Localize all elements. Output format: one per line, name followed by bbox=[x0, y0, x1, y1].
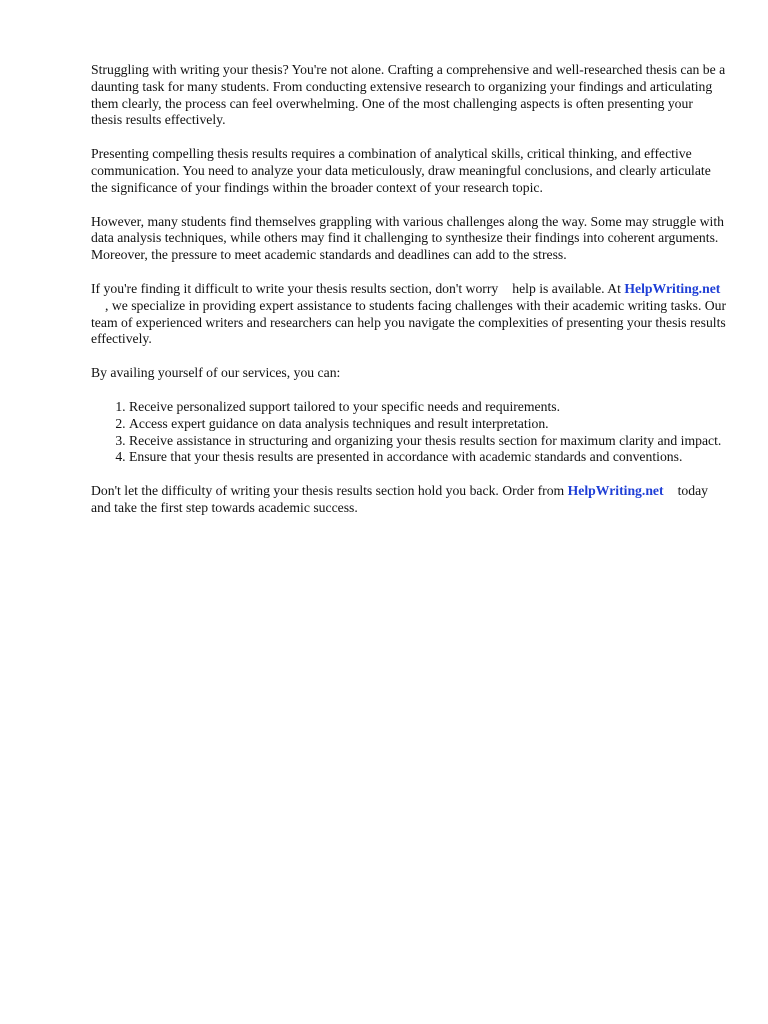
services-list bbox=[91, 399, 727, 466]
list-item: 4. Ensure that your thesis results are presented in accordance with academic standards and conventions. bbox=[129, 449, 727, 466]
list-item: 2. Access expert guidance on data analysis techniques and result interpretation. bbox=[129, 416, 727, 433]
closing-text-end: today and take the first step towards academic success. bbox=[91, 483, 708, 515]
results-requirements-paragraph: Presenting compelling thesis results requires a combination of analytical skills, critical thinking, and effective communication. You need to analyze your data meticulously, draw meaningful conclusions, and clearly articulate the significance of your findings within the broader context of your research topic. bbox=[91, 146, 711, 195]
intro-paragraph: Struggling with writing your thesis? You're not alone. Crafting a comprehensive and well-researched thesis can be a daunting task for many students. From conducting extensive research to organizing your findings and articulating them clearly, the process can feel overwhelming. One of the most challenging aspects is often presenting your thesis results effectively. bbox=[91, 62, 726, 128]
help-text-end: , we specialize in providing expert assistance to students facing challenges with their academic writing tasks. Our team of experienced writers and researchers can help you navigate the complexities of presenting your thesis results effectively. bbox=[91, 297, 727, 347]
list-item: 3. Receive assistance in structuring and organizing your thesis results section for maximum clarity and impact. bbox=[129, 433, 727, 450]
challenges-paragraph: However, many students find themselves grappling with various challenges along the way. Some may struggle with data analysis techniques, while others may find it challenging to synthesize their findings into coherent arguments. Moreover, the pressure to meet academic standards and deadlines can add to the stress. bbox=[91, 213, 724, 263]
help-text-available: help is available. At bbox=[512, 280, 621, 296]
helpwriting-link[interactable]: HelpWriting.net bbox=[624, 280, 721, 296]
document-page bbox=[91, 62, 727, 534]
helpwriting-link-closing[interactable]: HelpWriting.net bbox=[567, 483, 664, 499]
help-text-start: If you're finding it difficult to write your thesis results section, don't worry bbox=[91, 280, 499, 296]
list-item: 1. Receive personalized support tailored to your specific needs and requirements. bbox=[129, 399, 727, 416]
closing-paragraph bbox=[91, 483, 727, 517]
closing-text-start: Don't let the difficulty of writing your thesis results section hold you back. Order from bbox=[91, 483, 565, 499]
help-available-paragraph bbox=[91, 281, 727, 348]
services-intro-paragraph: By availing yourself of our services, you can: bbox=[91, 365, 341, 381]
